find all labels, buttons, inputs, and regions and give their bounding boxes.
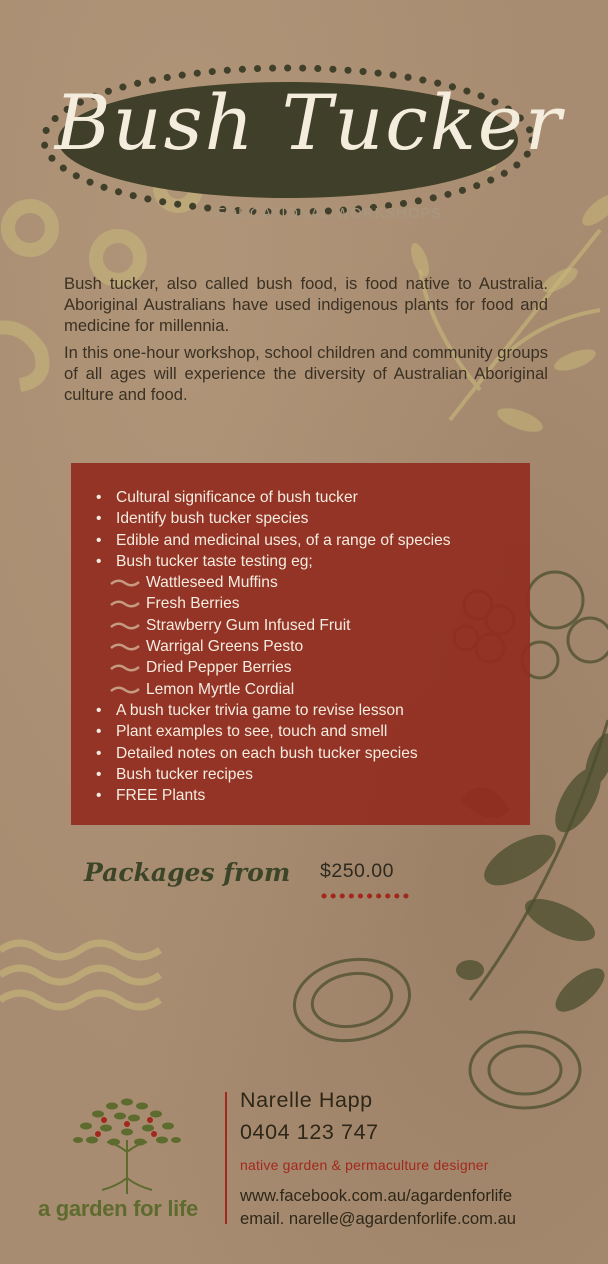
intro-paragraph: Bush tucker, also called bush food, is food native to Australia. Aboriginal Australians have used indigenous plants for food and medicine for millennia. [64,274,548,335]
tasting-item-label: Wattleseed Muffins [146,574,278,592]
contact-phone: 0404 123 747 [240,1120,379,1144]
list-item [94,785,534,806]
logo-text: a garden for life [38,1196,198,1221]
bullet: • [96,489,102,506]
tasting-item-label: Warrigal Greens Pesto [146,638,304,656]
tasting-item [94,593,534,614]
intro-text [64,273,548,411]
tilde-icon [110,598,140,610]
list-item-label: A bush tucker trivia game to revise lesson [116,701,404,719]
list-item-label: Edible and medicinal uses, of a range of species [116,531,451,549]
tilde-icon [110,641,140,653]
list-item-label: Identify bush tucker species [116,510,309,528]
features-list [94,487,534,806]
list-item [94,764,534,785]
list-item-label: Plant examples to see, touch and smell [116,723,388,741]
tasting-item-label: Lemon Myrtle Cordial [146,680,295,698]
contact-divider [225,1092,227,1224]
bullet: • [96,552,102,570]
bullet: • [96,765,102,783]
tasting-item [94,572,534,593]
tasting-item [94,657,534,678]
tree-icon [62,1082,192,1202]
list-item [94,551,534,572]
packages-label: Packages from [84,858,291,887]
list-item [94,530,534,551]
tilde-icon [110,620,140,632]
list-item [94,487,534,508]
title-block [48,40,578,230]
tilde-icon [110,577,140,589]
tasting-item [94,636,534,657]
list-item [94,721,534,742]
list-item-label: Bush tucker recipes [116,765,253,783]
bullet: • [96,744,102,762]
list-item [94,743,534,764]
tilde-icon [110,662,140,674]
website-link[interactable]: www.facebook.com.au/agardenforlife [240,1186,513,1205]
page-subtitle: EDUCATIONAL WORKSHOPS [215,206,443,222]
bullet: • [96,531,102,549]
list-item-label: Detailed notes on each bush tucker species [116,744,418,762]
bullet: • [96,510,102,528]
list-item [94,508,534,529]
bullet: • [96,701,102,719]
tilde-icon [110,684,140,696]
tasting-item-label: Strawberry Gum Infused Fruit [146,616,351,634]
contact-tagline: native garden & permaculture designer [240,1157,489,1173]
tasting-item [94,615,534,636]
page-title: Bush Tucker [54,78,564,167]
list-item-label: FREE Plants [116,787,206,805]
tasting-item [94,679,534,700]
price-value: $250.00 [320,860,394,882]
list-item-label: Bush tucker taste testing eg; [116,552,313,570]
tasting-item-label: Fresh Berries [146,595,240,613]
list-item-label: Cultural significance of bush tucker [116,489,358,506]
bullet: • [96,723,102,741]
contact-name: Narelle Happ [240,1088,373,1112]
bullet: • [96,787,102,805]
email-link[interactable]: email. narelle@agardenforlife.com.au [240,1209,517,1228]
intro-paragraph: In this one-hour workshop, school children and community groups of all ages will experience the diversity of Australian Aboriginal culture and food. [64,343,548,404]
tasting-item-label: Dried Pepper Berries [146,659,292,677]
list-item [94,700,534,721]
